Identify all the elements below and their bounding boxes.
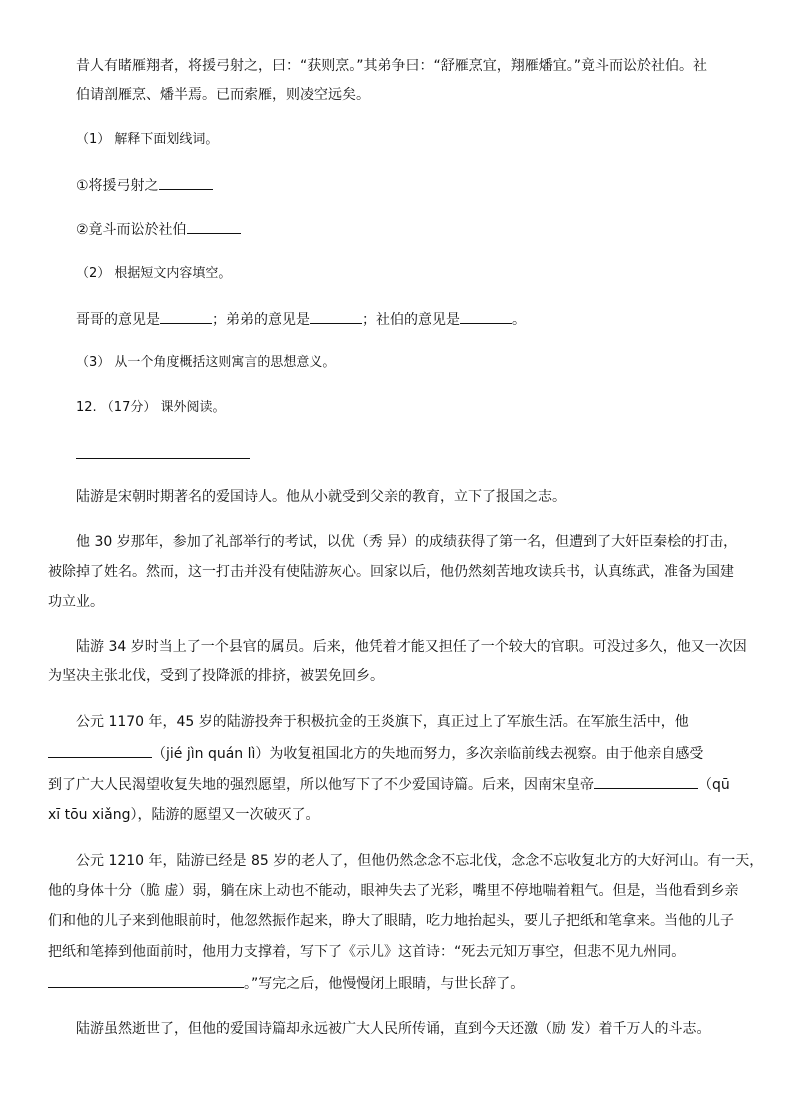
passage-line: 到了广大人民渴望收复失地的强烈愿望，所以他写下了不少爱国诗篇。后来，因南宋皇帝 （qū	[48, 774, 730, 795]
passage-line: 他的身体十分（脆 虚）弱，躺在床上动也不能动，眼神失去了光彩，嘴里不停地喘着粗气。但是，当他看到乡亲	[48, 883, 739, 899]
passage-line: 被除掉了姓名。然而，这一打击并没有使陆游灰心。回家以后，他仍然刻苦地攻读兵书，认真练武，准备为国建	[48, 564, 734, 580]
passage-line: 把纸和笔捧到他面前时，他用力支撑着，写下了《示儿》这首诗：“死去元知万事空，但悲不见九州同。	[48, 944, 686, 960]
passage-paragraph: 陆游是宋朝时期著名的爱国诗人。他从小就受到父亲的教育，立下了报国之志。	[76, 489, 566, 505]
answer-blank[interactable]	[159, 175, 213, 190]
question-2-label: （2） 根据短文内容填空。	[76, 266, 232, 281]
answer-blank[interactable]	[460, 309, 512, 324]
question-1-item-1: ①将援弓射之	[76, 175, 213, 196]
passage-line: 伯请剖雁烹、燔半焉。已而索雁，则凌空远矣。	[76, 87, 370, 103]
passage-paragraph: 陆游 34 岁时当上了一个县官的属员。后来，他凭着才能又担任了一个较大的官职。可没过多久，他又一次因	[76, 639, 747, 655]
answer-blank[interactable]	[160, 309, 212, 324]
answer-blank[interactable]	[594, 774, 698, 789]
question-1-item-2: ②竟斗而讼於社伯	[76, 219, 241, 240]
answer-blank[interactable]	[187, 219, 241, 234]
passage-paragraph: 陆游虽然逝世了，但他的爱国诗篇却永远被广大人民所传诵，直到今天还激（励 发）着千万人的斗志。	[76, 1021, 711, 1037]
passage-line: 们和他的儿子来到他眼前时，他忽然振作起来，睁大了眼睛，吃力地抬起头，要儿子把纸和笔拿来。当他的儿子	[48, 913, 734, 929]
passage-line: 。”写完之后，他慢慢闭上眼睛，与世长辞了。	[48, 973, 524, 994]
passage-line: xī tōu xiǎng），陆游的愿望又一次破灭了。	[48, 807, 320, 823]
answer-blank[interactable]	[48, 743, 152, 758]
passage-paragraph: 他 30 岁那年，参加了礼部举行的考试，以优（秀 异）的成绩获得了第一名，但遭到了大奸臣秦桧的打击，	[76, 534, 738, 550]
answer-blank[interactable]	[310, 309, 362, 324]
passage-line: 功立业。	[48, 594, 104, 610]
passage-paragraph: 公元 1170 年，45 岁的陆游投奔于积极抗金的王炎旗下，真正过上了军旅生活。在军旅生活中，他	[76, 714, 689, 730]
passage-paragraph: 公元 1210 年，陆游已经是 85 岁的老人了，但他仍然念念不忘北伐，念念不忘收复北方的大好河山。有一天，	[76, 853, 764, 869]
passage-line: 为坚决主张北伐，受到了投降派的排挤，被罢免回乡。	[48, 668, 384, 684]
question-1-label: （1） 解释下面划线词。	[76, 132, 219, 147]
title-blank[interactable]	[76, 458, 250, 459]
question-12-header: 12. （17分） 课外阅读。	[76, 400, 226, 415]
passage-line: 昔人有睹雁翔者，将援弓射之，曰：“获则烹。”其弟争曰：“舒雁烹宜，翔雁燔宜。”竟斗而讼於社伯。社	[76, 58, 708, 74]
answer-blank[interactable]	[48, 973, 244, 988]
question-3-label: （3） 从一个角度概括这则寓言的思想意义。	[76, 355, 336, 370]
passage-line: （jié jìn quán lì）为收复祖国北方的失地而努力，多次亲临前线去视察。由于他亲自感受	[48, 743, 703, 764]
question-2-fill: 哥哥的意见是 ；弟弟的意见是 ；社伯的意见是 。	[76, 309, 526, 330]
